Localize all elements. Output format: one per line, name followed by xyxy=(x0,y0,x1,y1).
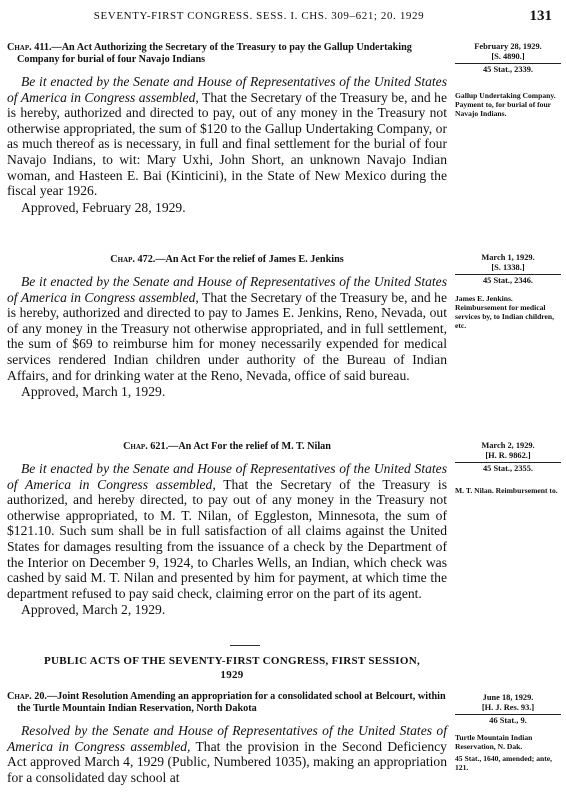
margin-date: June 18, 1929. xyxy=(482,693,534,702)
approved-line: Approved, March 1, 1929. xyxy=(21,384,166,400)
margin-bill: [H. R. 9862.] xyxy=(485,451,531,460)
chapter-label: Chap. 621. xyxy=(123,441,169,452)
chapter-title: —Joint Resolution Amending an appropriation for a consolidated school at Belcourt, within the Turtle Mountain Indian Reservation, North Dakota xyxy=(17,691,446,714)
margin-note-472 xyxy=(455,253,561,331)
margin-stat: 46 Stat., 9. xyxy=(455,714,561,725)
chapter-body xyxy=(7,274,447,383)
approved-line: Approved, February 28, 1929. xyxy=(21,199,186,215)
resolving-clause: Resolved by the Senate and House of Representatives of the United States of America in Congress assembled, xyxy=(7,723,447,754)
margin-reference: 45 Stat., 1640, amended; ante, 121. xyxy=(455,754,553,772)
margin-subject: M. T. Nilan. Reimbursement to. xyxy=(455,486,558,496)
enacting-clause: Be it enacted by the Senate and House of Representatives of the United States of America in Congress assembled, xyxy=(7,74,447,105)
chapter-body xyxy=(7,723,447,785)
approved-line: Approved, March 2, 1929. xyxy=(21,602,166,618)
chapter-title: —An Act For the relief of James E. Jenkins xyxy=(155,254,344,265)
chapter-text: That the Secretary of the Treasury be, and he is hereby, authorized and directed to pay, out of any money in the Treasury not otherwise appropriated, the sum of $120 to the Gallup Undertaking Company, or as much thereof as is necessary, in full and final settlement for the burial of four Navajo Indians, to wit: Mary Uxhi, John Short, an unknown Navajo Indian woman, and Hasteen E. Bai (Kinticini), in the State of New Mexico during the fiscal year 1926. xyxy=(7,89,447,199)
chapter-label: Chap. 472. xyxy=(110,254,156,265)
enacting-clause: Be it enacted by the Senate and House of Representatives of the United States of America in Congress assembled, xyxy=(7,274,447,305)
margin-subject: Gallup Undertaking Company. Payment to, for burial of four Navajo Indians. xyxy=(455,91,556,118)
running-title: SEVENTY-FIRST CONGRESS. SESS. I. CHS. 309–621; 20. 1929 xyxy=(93,10,425,22)
margin-date: March 1, 1929. xyxy=(481,253,535,262)
chapter-heading xyxy=(7,441,447,453)
margin-date: February 28, 1929. xyxy=(474,42,542,51)
margin-bill: [H. J. Res. 93.] xyxy=(481,703,535,712)
chapter-472 xyxy=(7,254,447,400)
running-header xyxy=(0,8,566,26)
chapter-text: That the Secretary of the Treasury be, and he is hereby, authorized and directed to pay to James E. Jenkins, Reno, Nevada, out of any money in the Treasury not otherwise appropriated, and in full settlement, the sum of $69 to reimburse him for money necessarily expended for medical services rendered Indian children under authority of the Bureau of Indian Affairs, and for drinking water at the Reno, Nevada, office of said bureau. xyxy=(7,289,447,383)
section-divider xyxy=(230,645,260,646)
chapter-body xyxy=(7,461,447,601)
section-heading: PUBLIC ACTS OF THE SEVENTY-FIRST CONGRESS, FIRST SESSION, 1929 xyxy=(43,655,421,681)
margin-bill: [S. 4890.] xyxy=(491,52,525,61)
margin-stat: 45 Stat., 2355. xyxy=(455,462,561,473)
chapter-heading xyxy=(7,254,447,266)
margin-stat: 45 Stat., 2346. xyxy=(455,274,561,285)
chapter-title: —An Act Authorizing the Secretary of the Treasury to pay the Gallup Undertaking Company for burial of four Navajo Indians xyxy=(17,42,412,65)
chapter-heading xyxy=(7,42,447,66)
margin-note-20 xyxy=(455,693,561,773)
enacting-clause: Be it enacted by the Senate and House of Representatives of the United States of America in Congress assembled, xyxy=(7,461,447,492)
margin-subject: James E. Jenkins. Reimbursement for medical services by, to Indian children, etc. xyxy=(455,294,555,330)
margin-date: March 2, 1929. xyxy=(481,441,535,450)
margin-stat: 45 Stat., 2339. xyxy=(455,63,561,74)
chapter-heading xyxy=(7,691,447,715)
margin-bill: [S. 1338.] xyxy=(491,263,525,272)
chapter-20-resolution xyxy=(7,691,447,785)
chapter-621 xyxy=(7,441,447,618)
margin-subject: Turtle Mountain Indian Reservation, N. Dak. xyxy=(455,733,533,752)
chapter-text: That the provision in the Second Deficiency Act approved March 4, 1929 (Public, Numbered 1035), making an appropriation for a consolidated day school at xyxy=(7,738,447,785)
chapter-body xyxy=(7,74,447,199)
margin-note-621 xyxy=(455,441,561,496)
chapter-title: —An Act For the relief of M. T. Nilan xyxy=(168,441,331,452)
margin-note-411 xyxy=(455,42,561,119)
page-number: 131 xyxy=(529,8,552,24)
chapter-label: Chap. 20. xyxy=(7,691,47,702)
chapter-text: That the Secretary of the Treasury is authorized, and hereby directed, to pay out of any money in the Treasury not otherwise appropriated, to M. T. Nilan, of Eggleston, Minnesota, the sum of $121.10. Such sum shall be in full satisfaction of all claims against the United States for damages resulting from the issuance of a check by the Department of the Interior on December 9, 1924, to Charles Wells, an Indian, which check was cashed by said M. T. Nilan and presented by him for payment, at which time the department refused to pay said check, claiming error on the part of its agent. xyxy=(7,476,448,601)
chapter-label: Chap. 411. xyxy=(7,42,52,53)
chapter-411 xyxy=(7,42,447,216)
